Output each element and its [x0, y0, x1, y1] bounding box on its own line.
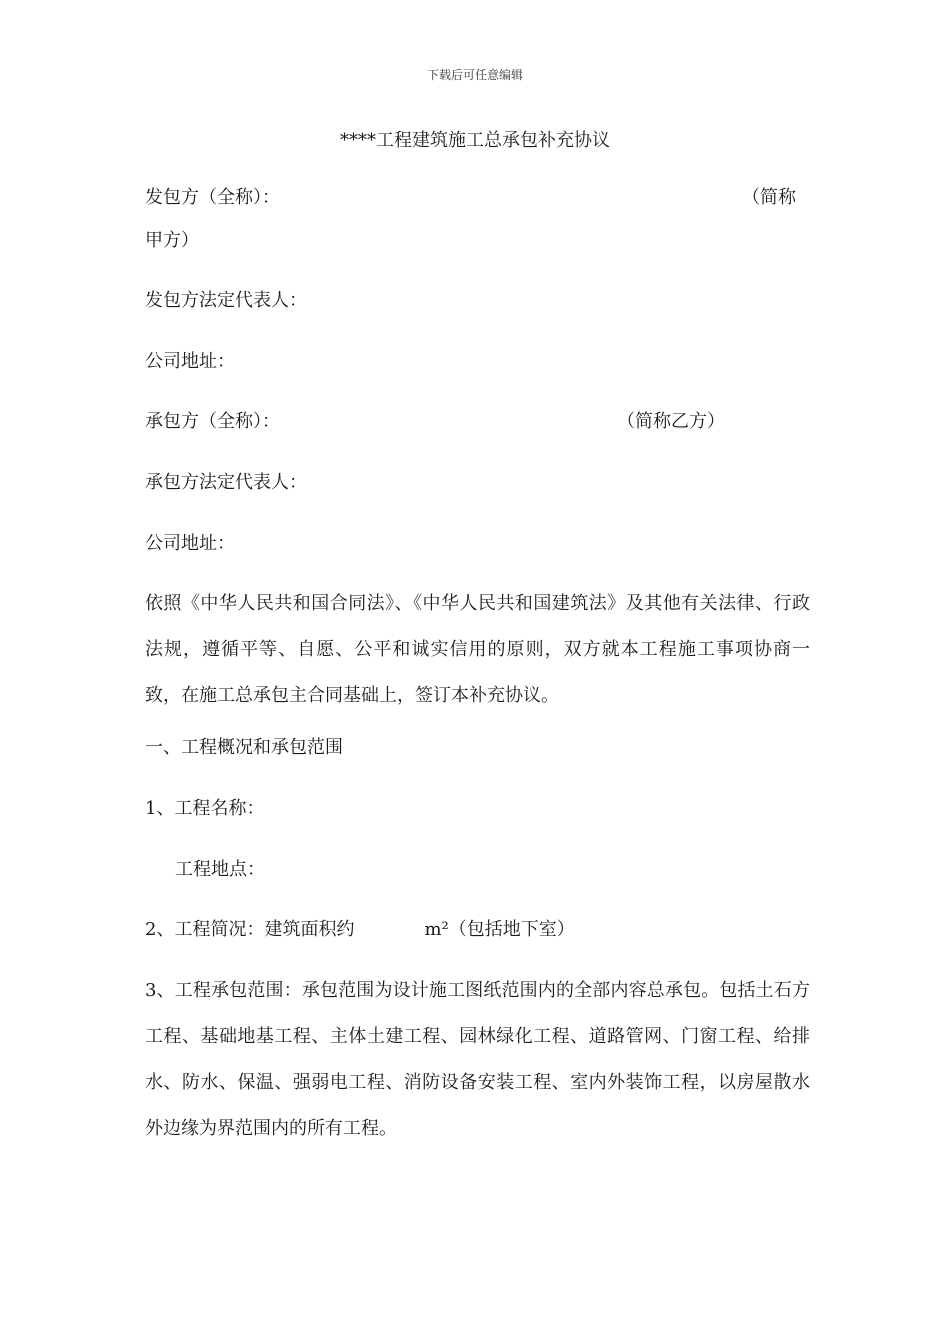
party-b-representative: 承包方法定代表人：: [145, 472, 307, 493]
item3-scope-paragraph: 3、工程承包范围：承包范围为设计施工图纸范围内的全部内容总承包。包括土石方工程、基础地基工程、主体土建工程、园林绿化工程、道路管网、门窗工程、给排水、防水、保温、强弱电工程、消防设备安装工程、室内外装饰工程，以房屋散水外边缘为界范围内的所有工程。: [145, 980, 810, 1139]
preamble-paragraph: 依照《中华人民共和国合同法》、《中华人民共和国建筑法》及其他有关法律、行政法规，遵循平等、自愿、公平和诚实信用的原则，双方就本工程施工事项协商一致，在施工总承包主合同基础上，签订本补充协议。: [145, 593, 810, 706]
party-a-abbrev-open: （简称: [742, 187, 796, 208]
item1-project-name: 1、工程名称：: [145, 798, 265, 819]
section1-heading: 一、工程概况和承包范围: [145, 737, 343, 758]
party-b-label: 承包方（全称）：: [145, 411, 280, 432]
item2-prefix: 2、工程简况：建筑面积约: [145, 919, 355, 940]
party-a-abbrev-close: 甲方）: [145, 230, 199, 251]
party-a-address: 公司地址：: [145, 351, 235, 372]
party-b-address: 公司地址：: [145, 533, 235, 554]
document-title: ****工程建筑施工总承包补充协议: [340, 130, 610, 151]
party-b-abbrev: （简称乙方）: [617, 411, 725, 432]
party-a-representative: 发包方法定代表人：: [145, 290, 307, 311]
item1-project-location: 工程地点：: [175, 859, 265, 880]
party-a-label: 发包方（全称）：: [145, 187, 280, 208]
item2-suffix: m²（包括地下室）: [424, 919, 575, 940]
item2-project-overview: [145, 918, 575, 942]
header-note: 下载后可任意编辑: [426, 68, 523, 82]
